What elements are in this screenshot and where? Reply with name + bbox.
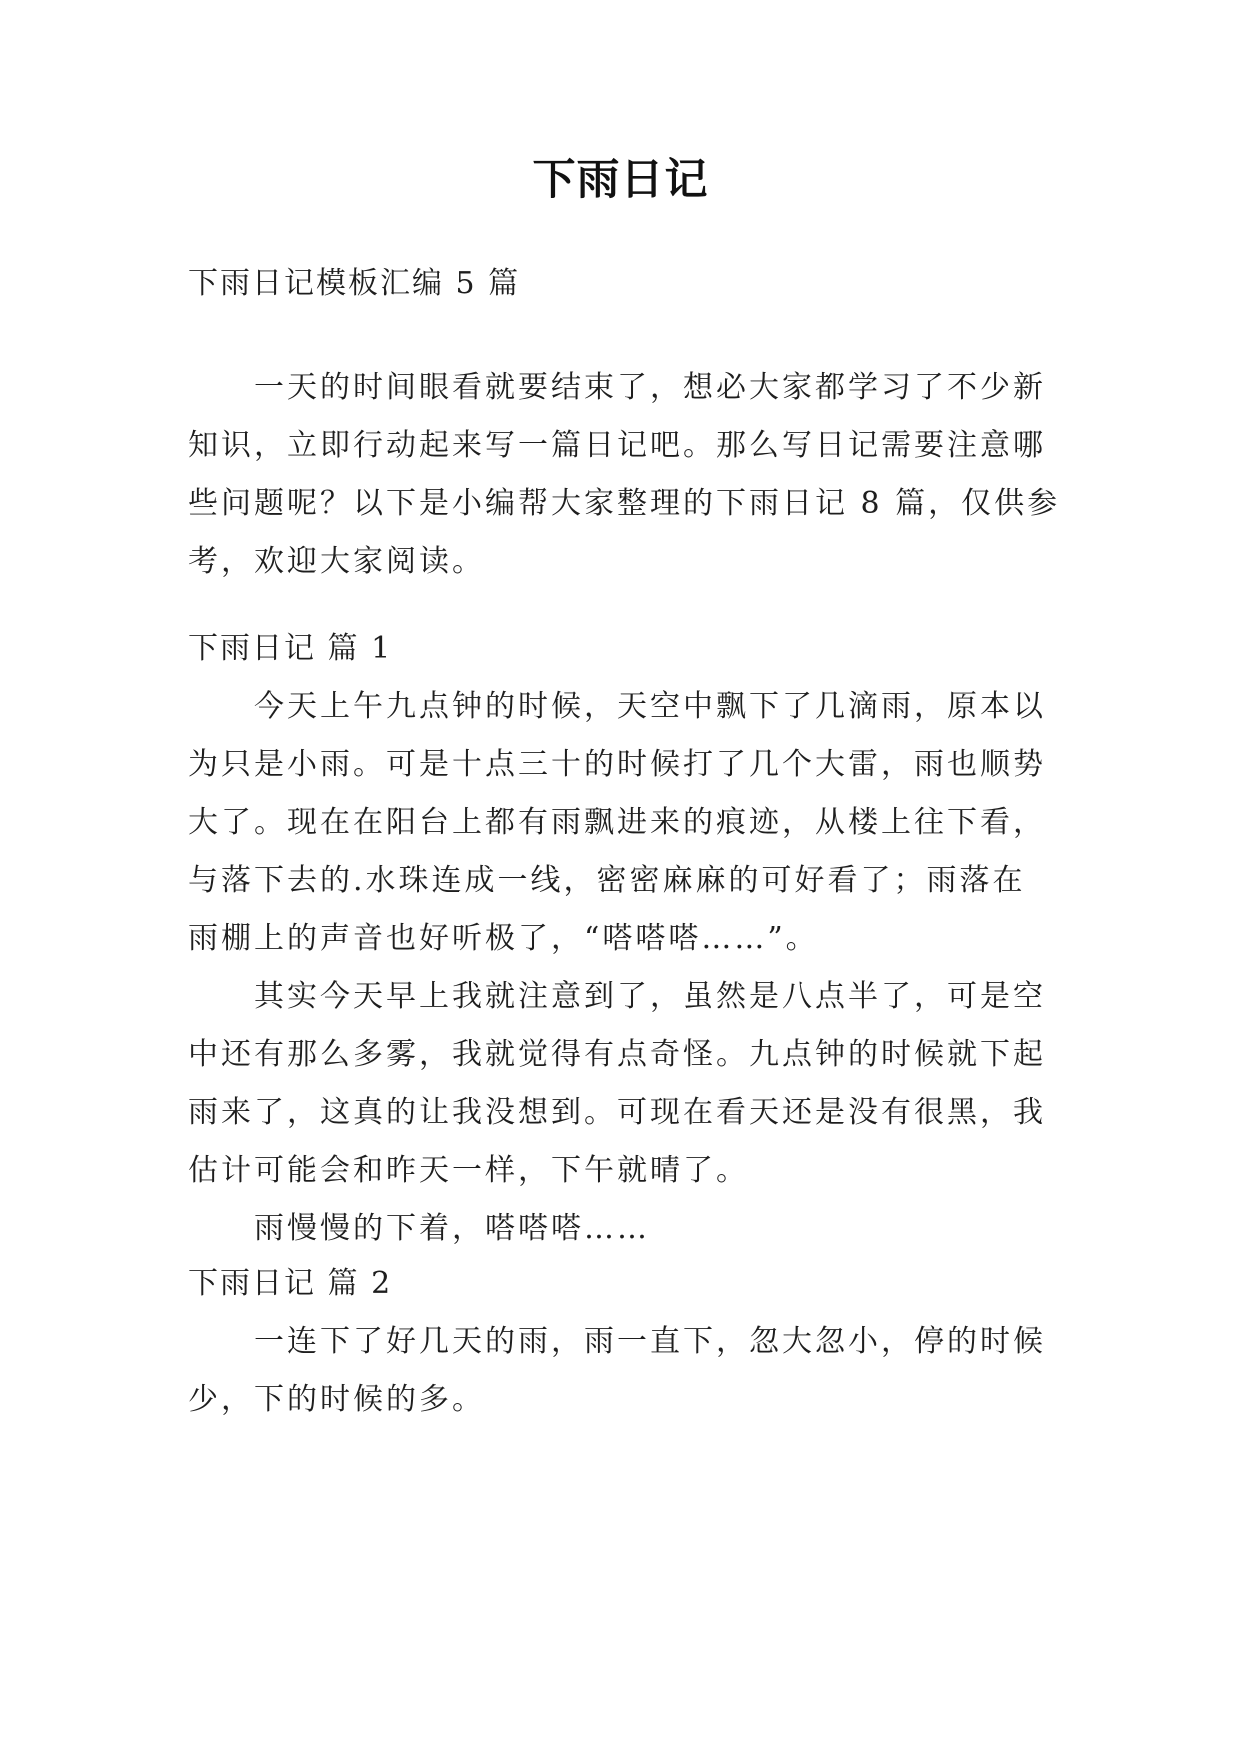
paragraph-line: 与落下去的.水珠连成一线，密密麻麻的可好看了；雨落在: [188, 863, 1026, 898]
paragraph-line: 些问题呢？以下是小编帮大家整理的下雨日记 8 篇，仅供参: [188, 486, 1061, 521]
paragraph-line: 为只是小雨。可是十点三十的时候打了几个大雷，雨也顺势: [188, 747, 1046, 782]
paragraph-line: 雨棚上的声音也好听极了，“嗒嗒嗒……”。: [188, 921, 819, 956]
paragraph-line: 雨来了，这真的让我没想到。可现在看天还是没有很黑，我: [188, 1095, 1046, 1130]
section-heading: 下雨日记 篇 1: [188, 631, 393, 666]
document-subtitle: [188, 255, 1058, 313]
paragraph-line: 今天上午九点钟的时候，天空中飘下了几滴雨，原本以: [254, 689, 1046, 724]
section-2: [188, 1255, 1058, 1429]
intro-paragraph: [188, 359, 1061, 591]
paragraph-line: 中还有那么多雾，我就觉得有点奇怪。九点钟的时候就下起: [188, 1037, 1046, 1072]
paragraph-line: 考，欢迎大家阅读。: [188, 544, 485, 579]
section-1: [188, 620, 1058, 1258]
paragraph-line: 雨慢慢的下着，嗒嗒嗒……: [254, 1211, 650, 1246]
paragraph-line: 其实今天早上我就注意到了，虽然是八点半了，可是空: [254, 979, 1046, 1014]
paragraph-line: 知识，立即行动起来写一篇日记吧。那么写日记需要注意哪: [188, 428, 1046, 463]
paragraph-line: 估计可能会和昨天一样，下午就晴了。: [188, 1153, 749, 1188]
section-heading: 下雨日记 篇 2: [188, 1266, 393, 1301]
paragraph-line: 一连下了好几天的雨，雨一直下，忽大忽小，停的时候: [254, 1324, 1046, 1359]
subtitle-text: 下雨日记模板汇编 5 篇: [188, 266, 521, 301]
document-title: 下雨日记: [532, 155, 709, 205]
paragraph-line: 少，下的时候的多。: [188, 1382, 485, 1417]
paragraph-line: 大了。现在在阳台上都有雨飘进来的痕迹，从楼上往下看，: [188, 805, 1046, 840]
paragraph-line: 一天的时间眼看就要结束了，想必大家都学习了不少新: [254, 370, 1046, 405]
